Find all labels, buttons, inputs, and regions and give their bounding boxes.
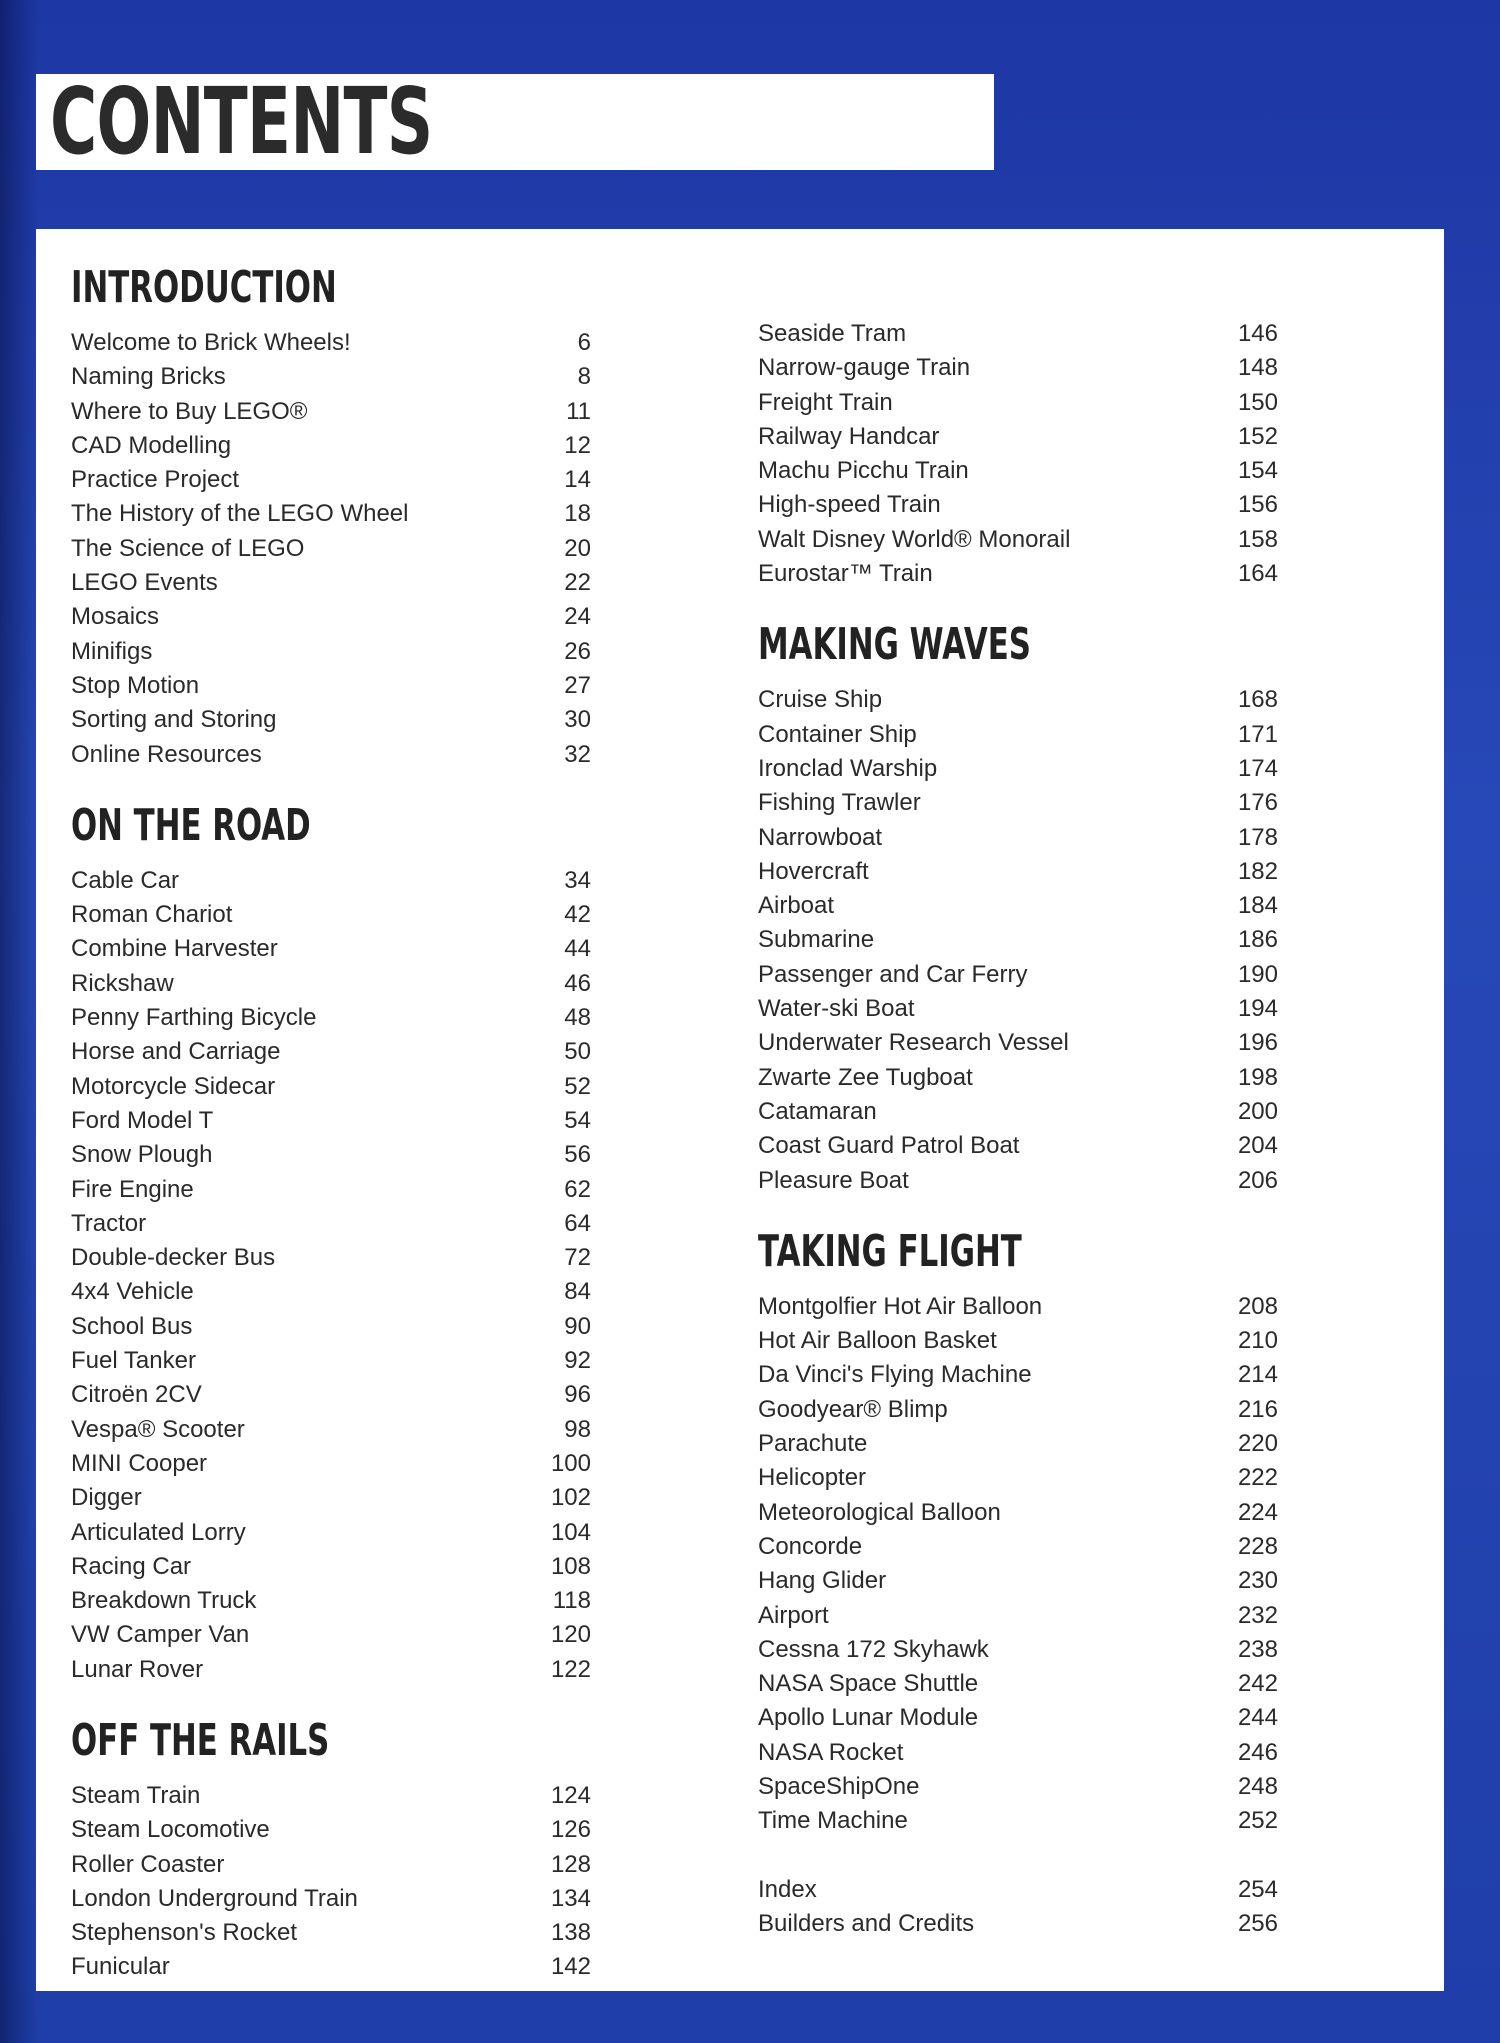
- toc-entry-title: The Science of LEGO: [71, 534, 305, 562]
- toc-entry-title: Helicopter: [758, 1464, 867, 1492]
- toc-entry-page-number: 176: [1237, 789, 1278, 817]
- toc-entry-page-number: 12: [564, 431, 591, 459]
- toc-entry-page-number: 252: [1237, 1807, 1278, 1835]
- toc-entry-title: MINI Cooper: [71, 1449, 208, 1477]
- toc-entry[interactable]: [71, 1882, 591, 1916]
- toc-entry[interactable]: [71, 497, 591, 531]
- toc-entry[interactable]: [758, 1393, 1278, 1427]
- contents-section-continued: [758, 260, 1278, 591]
- toc-entry-page-number: 198: [1237, 1063, 1278, 1091]
- toc-entry-title: Citroën 2CV: [71, 1381, 202, 1409]
- toc-entry[interactable]: [758, 1873, 1278, 1907]
- toc-entry-page-number: 222: [1237, 1464, 1278, 1492]
- toc-entry-title: SpaceShipOne: [758, 1772, 920, 1800]
- toc-entry[interactable]: [758, 1061, 1278, 1095]
- section-spacer: [758, 260, 1278, 317]
- toc-entry-title: Passenger and Car Ferry: [758, 960, 1028, 988]
- toc-entry[interactable]: [71, 463, 591, 497]
- page-edge-shadow: [0, 0, 38, 2043]
- toc-entry-page-number: 158: [1237, 525, 1278, 553]
- toc-entry-title: Concorde: [758, 1532, 863, 1560]
- toc-entry[interactable]: [758, 523, 1278, 557]
- toc-entry-title: Airboat: [758, 892, 835, 920]
- toc-entry-page-number: 208: [1237, 1292, 1278, 1320]
- toc-entry[interactable]: [71, 1848, 591, 1882]
- toc-entry[interactable]: [71, 1584, 591, 1618]
- toc-entry-title: VW Camper Van: [71, 1621, 250, 1649]
- toc-entry-title: Digger: [71, 1484, 142, 1512]
- toc-entry[interactable]: [71, 429, 591, 463]
- toc-entry-page-number: 62: [564, 1175, 591, 1203]
- section-spacer: [758, 591, 1278, 617]
- toc-entry-title: Sorting and Storing: [71, 706, 277, 734]
- contents-section-on-the-road: [71, 772, 591, 1687]
- toc-entry[interactable]: [758, 420, 1278, 454]
- toc-entry-title: Ford Model T: [71, 1106, 214, 1134]
- toc-entry[interactable]: [71, 1779, 591, 1813]
- toc-entry-page-number: 56: [564, 1141, 591, 1169]
- toc-entry-title: Eurostar™ Train: [758, 560, 933, 588]
- toc-entry[interactable]: [71, 1241, 591, 1275]
- toc-entry[interactable]: [758, 1530, 1278, 1564]
- toc-entry-page-number: 156: [1237, 491, 1278, 519]
- toc-entry-title: Walt Disney World® Monorail: [758, 525, 1071, 553]
- toc-entry-title: Steam Train: [71, 1781, 201, 1809]
- toc-entry[interactable]: [758, 488, 1278, 522]
- toc-entry[interactable]: [758, 454, 1278, 488]
- toc-entry-title: High-speed Train: [758, 491, 941, 519]
- toc-entry[interactable]: [758, 1427, 1278, 1461]
- toc-entry[interactable]: [71, 864, 591, 898]
- contents-section-taking-flight: [758, 1198, 1278, 1839]
- contents-section-continued: [758, 1839, 1278, 1942]
- toc-entry-title: Fire Engine: [71, 1175, 194, 1203]
- toc-entry-page-number: 34: [564, 866, 591, 894]
- toc-entry-page-number: 230: [1237, 1567, 1278, 1595]
- toc-entry-page-number: 54: [564, 1106, 591, 1134]
- toc-entry-title: NASA Space Shuttle: [758, 1670, 979, 1698]
- contents-section-introduction: [71, 260, 591, 772]
- toc-entry-title: Narrowboat: [758, 823, 883, 851]
- toc-entry-title: Naming Bricks: [71, 363, 226, 391]
- toc-entry-page-number: 42: [564, 901, 591, 929]
- toc-entry[interactable]: [758, 923, 1278, 957]
- toc-entry[interactable]: [71, 635, 591, 669]
- toc-entry-page-number: 50: [564, 1038, 591, 1066]
- toc-entry[interactable]: [71, 1413, 591, 1447]
- toc-entry-page-number: 18: [564, 500, 591, 528]
- toc-entry-page-number: 242: [1237, 1670, 1278, 1698]
- toc-entry-page-number: 102: [550, 1484, 591, 1512]
- toc-entry-page-number: 168: [1237, 686, 1278, 714]
- toc-entry-page-number: 44: [564, 935, 591, 963]
- toc-entry-title: Builders and Credits: [758, 1909, 975, 1937]
- toc-entry[interactable]: [758, 557, 1278, 591]
- toc-entry[interactable]: [71, 1310, 591, 1344]
- toc-entry-page-number: 232: [1237, 1601, 1278, 1629]
- toc-entry[interactable]: [71, 932, 591, 966]
- toc-entry-page-number: 204: [1237, 1132, 1278, 1160]
- toc-entry-title: Seaside Tram: [758, 320, 907, 347]
- toc-entry-page-number: 146: [1237, 320, 1278, 347]
- toc-entry-title: Container Ship: [758, 720, 917, 748]
- toc-entry-title: Ironclad Warship: [758, 754, 938, 782]
- toc-entry-title: Water-ski Boat: [758, 995, 915, 1023]
- toc-entry[interactable]: [758, 1564, 1278, 1598]
- toc-entry-title: Cable Car: [71, 866, 180, 894]
- toc-entry[interactable]: [758, 1358, 1278, 1392]
- toc-entry-title: Underwater Research Vessel: [758, 1029, 1069, 1057]
- toc-entry[interactable]: [758, 889, 1278, 923]
- page-title: CONTENTS: [50, 68, 433, 175]
- toc-entry-page-number: 104: [550, 1518, 591, 1546]
- toc-entry[interactable]: [758, 1804, 1278, 1838]
- toc-entry-title: Funicular: [71, 1953, 170, 1981]
- toc-entry[interactable]: [758, 1324, 1278, 1358]
- toc-entry-page-number: 186: [1237, 926, 1278, 954]
- toc-entry-page-number: 238: [1237, 1635, 1278, 1663]
- contents-section-making-waves: [758, 591, 1278, 1197]
- toc-entry-title: CAD Modelling: [71, 431, 232, 459]
- toc-entry-title: LEGO Events: [71, 569, 218, 597]
- toc-entry-page-number: 178: [1237, 823, 1278, 851]
- toc-entry[interactable]: [71, 532, 591, 566]
- toc-entry[interactable]: [758, 386, 1278, 420]
- toc-entry-title: Submarine: [758, 926, 875, 954]
- toc-entry-title: Zwarte Zee Tugboat: [758, 1063, 973, 1091]
- toc-entry-page-number: 244: [1237, 1704, 1278, 1732]
- toc-entry-page-number: 210: [1237, 1327, 1278, 1355]
- toc-entry[interactable]: [71, 360, 591, 394]
- toc-entry[interactable]: [71, 1344, 591, 1378]
- toc-entry-page-number: 216: [1237, 1395, 1278, 1423]
- toc-entry-page-number: 128: [550, 1850, 591, 1878]
- toc-entry-page-number: 27: [564, 671, 591, 699]
- toc-entry-title: Steam Locomotive: [71, 1816, 270, 1844]
- toc-entry[interactable]: [758, 1736, 1278, 1770]
- toc-entry-title: Railway Handcar: [758, 422, 940, 450]
- toc-entry[interactable]: [71, 1070, 591, 1104]
- toc-entry-page-number: 26: [564, 637, 591, 665]
- toc-entry-page-number: 194: [1237, 995, 1278, 1023]
- toc-entry[interactable]: [758, 718, 1278, 752]
- toc-entry-title: Breakdown Truck: [71, 1587, 257, 1615]
- section-spacer: [758, 1839, 1278, 1873]
- toc-entry-title: Catamaran: [758, 1097, 877, 1125]
- toc-entry-title: School Bus: [71, 1312, 193, 1340]
- section-heading: ON THE ROAD: [71, 799, 311, 851]
- toc-entry[interactable]: [758, 1633, 1278, 1667]
- toc-entry[interactable]: [71, 326, 591, 360]
- toc-entry-title: Horse and Carriage: [71, 1038, 281, 1066]
- toc-entry[interactable]: [71, 1104, 591, 1138]
- toc-entry[interactable]: [71, 1653, 591, 1687]
- toc-entry-title: Double-decker Bus: [71, 1244, 276, 1272]
- toc-entry-title: Fuel Tanker: [71, 1347, 196, 1375]
- toc-entry[interactable]: [71, 566, 591, 600]
- toc-entry[interactable]: [758, 786, 1278, 820]
- toc-entry-page-number: 6: [577, 329, 591, 356]
- toc-entry-title: Penny Farthing Bicycle: [71, 1004, 317, 1032]
- toc-entry[interactable]: [71, 1173, 591, 1207]
- toc-entry-page-number: 246: [1237, 1738, 1278, 1766]
- toc-entry-page-number: 248: [1237, 1772, 1278, 1800]
- toc-entry-page-number: 148: [1237, 354, 1278, 382]
- toc-entry-title: Index: [758, 1875, 817, 1903]
- toc-entry[interactable]: [71, 600, 591, 634]
- toc-entry-page-number: 24: [564, 603, 591, 631]
- toc-entry-page-number: 122: [550, 1655, 591, 1683]
- toc-entry[interactable]: [71, 1207, 591, 1241]
- toc-entry-page-number: 22: [564, 569, 591, 597]
- toc-entry-title: Roman Chariot: [71, 901, 233, 929]
- toc-entry-page-number: 190: [1237, 960, 1278, 988]
- toc-entry-page-number: 164: [1237, 560, 1278, 588]
- toc-entry-page-number: 182: [1237, 857, 1278, 885]
- toc-entry-page-number: 124: [550, 1781, 591, 1809]
- toc-entry-page-number: 118: [552, 1587, 591, 1615]
- toc-entry[interactable]: [758, 1907, 1278, 1941]
- toc-entry-title: Rickshaw: [71, 969, 174, 997]
- toc-entry-title: Motorcycle Sidecar: [71, 1072, 276, 1100]
- toc-entry-title: Parachute: [758, 1430, 868, 1458]
- toc-entry-title: Stephenson's Rocket: [71, 1919, 298, 1947]
- toc-entry-page-number: 184: [1237, 892, 1278, 920]
- toc-entry-page-number: 96: [564, 1381, 591, 1409]
- section-heading: OFF THE RAILS: [71, 1714, 330, 1766]
- contents-column-right: [758, 260, 1278, 1941]
- toc-entry[interactable]: [758, 351, 1278, 385]
- section-spacer: [71, 1687, 591, 1713]
- toc-entry-title: The History of the LEGO Wheel: [71, 500, 409, 528]
- toc-entry-page-number: 32: [564, 740, 591, 768]
- toc-entry-page-number: 92: [564, 1347, 591, 1375]
- toc-entry[interactable]: [758, 1129, 1278, 1163]
- toc-entry-page-number: 46: [564, 969, 591, 997]
- toc-entry-title: London Underground Train: [71, 1884, 358, 1912]
- toc-entry-page-number: 152: [1237, 422, 1278, 450]
- toc-entry-title: Snow Plough: [71, 1141, 213, 1169]
- toc-entry[interactable]: [71, 967, 591, 1001]
- toc-entry[interactable]: [758, 1290, 1278, 1324]
- toc-entry-page-number: 126: [550, 1816, 591, 1844]
- toc-entry-page-number: 171: [1237, 720, 1278, 748]
- toc-entry-title: Racing Car: [71, 1552, 192, 1580]
- toc-entry-title: Apollo Lunar Module: [758, 1704, 979, 1732]
- toc-entry-title: Where to Buy LEGO®: [71, 397, 308, 425]
- toc-entry-page-number: 11: [566, 397, 591, 425]
- toc-entry[interactable]: [71, 1813, 591, 1847]
- toc-entry[interactable]: [758, 1095, 1278, 1129]
- toc-entry-title: Montgolfier Hot Air Balloon: [758, 1292, 1043, 1320]
- toc-entry-page-number: 14: [564, 466, 591, 494]
- toc-entry-page-number: 220: [1237, 1430, 1278, 1458]
- toc-entry-title: Meteorological Balloon: [758, 1498, 1001, 1526]
- toc-entry-page-number: 52: [564, 1072, 591, 1100]
- toc-entry-page-number: 120: [550, 1621, 591, 1649]
- toc-entry-title: Stop Motion: [71, 671, 200, 699]
- toc-entry-page-number: 154: [1237, 457, 1278, 485]
- toc-entry-title: Hot Air Balloon Basket: [758, 1327, 997, 1355]
- toc-entry[interactable]: [758, 1496, 1278, 1530]
- toc-entry-page-number: 138: [550, 1919, 591, 1947]
- toc-entry-title: Coast Guard Patrol Boat: [758, 1132, 1020, 1160]
- toc-entry[interactable]: [758, 752, 1278, 786]
- toc-entry-title: Machu Picchu Train: [758, 457, 969, 485]
- toc-entry-title: Airport: [758, 1601, 829, 1629]
- toc-entry-title: Goodyear® Blimp: [758, 1395, 948, 1423]
- toc-entry-page-number: 84: [564, 1278, 591, 1306]
- toc-entry[interactable]: [71, 1447, 591, 1481]
- toc-entry-title: Narrow-gauge Train: [758, 354, 971, 382]
- toc-entry-page-number: 48: [564, 1004, 591, 1032]
- toc-entry-title: Hovercraft: [758, 857, 869, 885]
- toc-entry-title: Combine Harvester: [71, 935, 278, 963]
- toc-entry[interactable]: [71, 1950, 591, 1984]
- toc-entry[interactable]: [758, 992, 1278, 1026]
- toc-entry[interactable]: [758, 1461, 1278, 1495]
- toc-entry[interactable]: [758, 317, 1278, 351]
- toc-entry[interactable]: [758, 1770, 1278, 1804]
- toc-entry-title: Tractor: [71, 1209, 147, 1237]
- toc-entry-page-number: 100: [550, 1449, 591, 1477]
- toc-entry-title: Cessna 172 Skyhawk: [758, 1635, 989, 1663]
- toc-entry-page-number: 228: [1237, 1532, 1278, 1560]
- toc-entry-page-number: 256: [1237, 1909, 1278, 1937]
- contents-section-off-the-rails: [71, 1687, 591, 1985]
- toc-entry-page-number: 64: [564, 1209, 591, 1237]
- toc-entry[interactable]: [758, 1701, 1278, 1735]
- toc-entry-page-number: 30: [564, 706, 591, 734]
- toc-entry[interactable]: [71, 1550, 591, 1584]
- toc-entry-title: 4x4 Vehicle: [71, 1278, 194, 1306]
- toc-entry[interactable]: [758, 855, 1278, 889]
- toc-entry-page-number: 200: [1237, 1097, 1278, 1125]
- toc-entry-page-number: 174: [1237, 754, 1278, 782]
- toc-entry-title: Fishing Trawler: [758, 789, 921, 817]
- toc-entry[interactable]: [71, 395, 591, 429]
- toc-entry-title: Time Machine: [758, 1807, 908, 1835]
- toc-entry[interactable]: [71, 1138, 591, 1172]
- toc-entry-title: Minifigs: [71, 637, 153, 665]
- toc-entry[interactable]: [71, 669, 591, 703]
- toc-entry-title: Mosaics: [71, 603, 160, 631]
- toc-entry-title: Hang Glider: [758, 1567, 887, 1595]
- toc-entry-title: Online Resources: [71, 740, 262, 768]
- toc-entry[interactable]: [71, 1481, 591, 1515]
- toc-entry-page-number: 150: [1237, 388, 1278, 416]
- toc-entry-page-number: 90: [564, 1312, 591, 1340]
- toc-entry-page-number: 72: [564, 1244, 591, 1272]
- toc-entry-title: NASA Rocket: [758, 1738, 904, 1766]
- toc-entry-page-number: 134: [550, 1884, 591, 1912]
- toc-entry-page-number: 196: [1237, 1029, 1278, 1057]
- toc-entry[interactable]: [758, 1667, 1278, 1701]
- toc-entry-page-number: 108: [550, 1552, 591, 1580]
- toc-entry-page-number: 20: [564, 534, 591, 562]
- toc-entry-title: Cruise Ship: [758, 686, 883, 714]
- toc-entry[interactable]: [71, 1516, 591, 1550]
- section-heading: MAKING WAVES: [758, 619, 1031, 671]
- section-spacer: [758, 1198, 1278, 1224]
- section-spacer: [71, 772, 591, 798]
- toc-entry-page-number: 214: [1237, 1361, 1278, 1389]
- toc-entry-page-number: 142: [550, 1953, 591, 1981]
- toc-entry-title: Vespa® Scooter: [71, 1415, 245, 1443]
- toc-entry[interactable]: [71, 738, 591, 772]
- toc-entry-page-number: 206: [1237, 1166, 1278, 1194]
- toc-entry[interactable]: [758, 1599, 1278, 1633]
- toc-entry[interactable]: [758, 821, 1278, 855]
- toc-entry[interactable]: [71, 703, 591, 737]
- toc-entry[interactable]: [758, 958, 1278, 992]
- toc-entry-title: Articulated Lorry: [71, 1518, 246, 1546]
- toc-entry-title: Roller Coaster: [71, 1850, 225, 1878]
- toc-entry[interactable]: [71, 1618, 591, 1652]
- toc-entry-page-number: 98: [564, 1415, 591, 1443]
- section-heading: TAKING FLIGHT: [758, 1225, 1022, 1277]
- toc-entry-page-number: 8: [577, 363, 591, 391]
- toc-entry-title: Freight Train: [758, 388, 893, 416]
- toc-entry-title: Practice Project: [71, 466, 240, 494]
- toc-entry[interactable]: [758, 1164, 1278, 1198]
- toc-entry[interactable]: [71, 1378, 591, 1412]
- toc-entry[interactable]: [71, 1001, 591, 1035]
- toc-entry-page-number: 254: [1237, 1875, 1278, 1903]
- toc-entry-page-number: 224: [1237, 1498, 1278, 1526]
- toc-entry[interactable]: [758, 683, 1278, 717]
- contents-column-left: [71, 260, 591, 1985]
- toc-entry[interactable]: [71, 898, 591, 932]
- toc-entry-title: Lunar Rover: [71, 1655, 204, 1683]
- toc-entry[interactable]: [71, 1035, 591, 1069]
- toc-entry-title: Welcome to Brick Wheels!: [71, 329, 351, 356]
- toc-entry-title: Pleasure Boat: [758, 1166, 909, 1194]
- toc-entry-title: Da Vinci's Flying Machine: [758, 1361, 1032, 1389]
- toc-entry[interactable]: [71, 1275, 591, 1309]
- toc-entry[interactable]: [758, 1026, 1278, 1060]
- section-heading: INTRODUCTION: [71, 262, 337, 313]
- toc-entry[interactable]: [71, 1916, 591, 1950]
